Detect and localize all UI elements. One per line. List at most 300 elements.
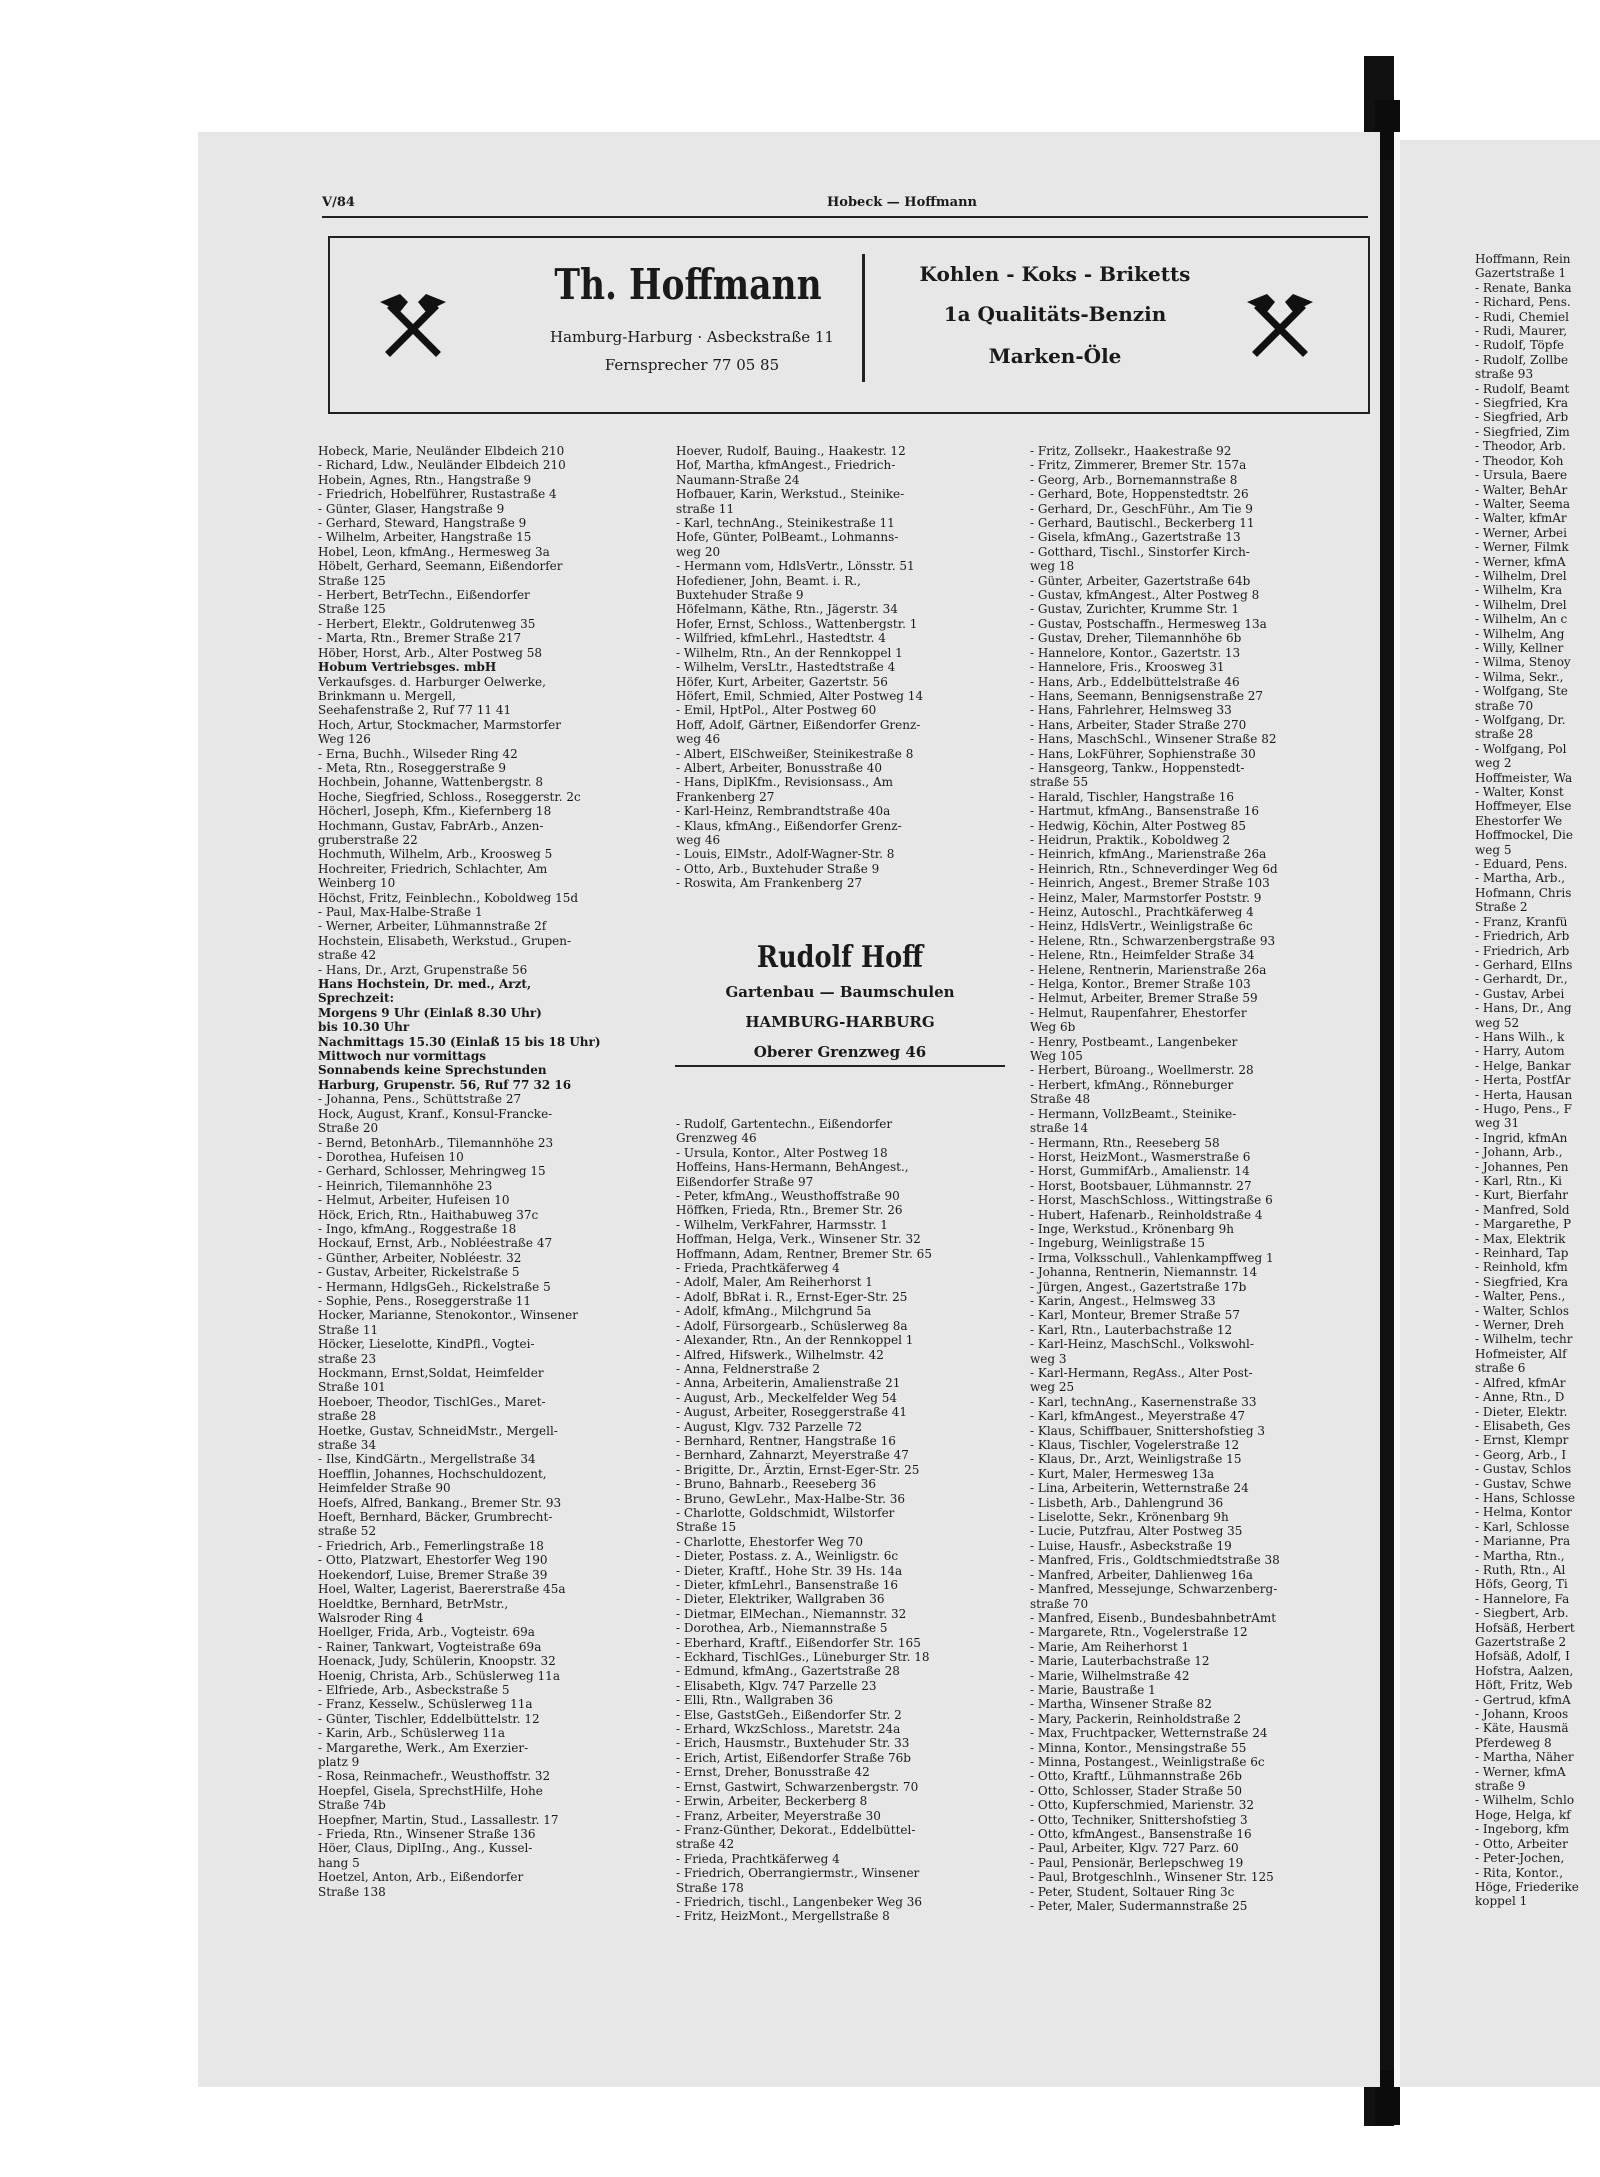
directory-entry: straße 42 — [318, 948, 377, 963]
directory-entry: - Karin, Arb., Schüslerweg 11a — [318, 1726, 505, 1741]
directory-entry: - Heinrich, kfmAng., Marienstraße 26a — [1030, 847, 1267, 862]
directory-entry: - Manfred, Arbeiter, Dahlienweg 16a — [1030, 1567, 1253, 1582]
directory-entry: - Werner, kfmA — [1475, 554, 1566, 569]
directory-entry: Weg 126 — [318, 732, 371, 747]
directory-entry: Hoefs, Alfred, Bankang., Bremer Str. 93 — [318, 1495, 562, 1510]
directory-entry: weg 46 — [676, 732, 721, 747]
directory-entry: - Herbert, Elektr., Goldrutenweg 35 — [318, 616, 536, 631]
directory-entry: - August, Arb., Meckelfelder Weg 54 — [676, 1390, 898, 1405]
directory-entry: - Ursula, Baere — [1475, 468, 1568, 483]
directory-entry: - Helmut, Arbeiter, Bremer Straße 59 — [1030, 991, 1258, 1006]
directory-entry: - Gustav, Arbeiter, Rickelstraße 5 — [318, 1265, 520, 1280]
directory-entry: Hoch, Artur, Stockmacher, Marmstorfer — [318, 717, 561, 732]
directory-entry: Höffken, Frieda, Rtn., Bremer Str. 26 — [676, 1203, 903, 1218]
directory-entry: - Friedrich, Hobelführer, Rustastraße 4 — [318, 487, 557, 502]
directory-entry: - Franz, Kranfü — [1475, 914, 1568, 929]
directory-entry: - Martha, Rtn., — [1475, 1548, 1565, 1563]
directory-entry: - Werner, Arbeiter, Lühmannstraße 2f — [318, 919, 547, 934]
directory-entry: - Hans, Dr., Arzt, Grupenstraße 56 — [318, 962, 528, 977]
directory-entry: Straße 15 — [676, 1520, 737, 1535]
directory-entry: Hoffman, Helga, Verk., Winsener Str. 32 — [676, 1232, 921, 1247]
directory-entry: - Reinhold, kfm — [1475, 1260, 1568, 1275]
directory-entry: - Werner, Filmk — [1475, 540, 1569, 555]
hoffmann-advertisement — [328, 236, 1370, 414]
directory-entry: Weg 105 — [1030, 1049, 1083, 1064]
directory-entry: - Walter, Schlos — [1475, 1303, 1570, 1318]
directory-entry: Hofmann, Chris — [1475, 885, 1572, 900]
directory-entry: - Rudolf, Zollbe — [1475, 352, 1569, 367]
directory-entry: - Harry, Autom — [1475, 1044, 1565, 1059]
directory-entry: Straße 138 — [318, 1884, 386, 1899]
directory-entry: Seehafenstraße 2, Ruf 77 11 41 — [318, 703, 512, 718]
directory-entry: Hoellger, Frida, Arb., Vogteistr. 69a — [318, 1625, 535, 1640]
directory-entry: Weg 6b — [1030, 1020, 1076, 1035]
directory-entry: Hock, August, Kranf., Konsul-Francke- — [318, 1106, 553, 1121]
directory-entry: gruberstraße 22 — [318, 832, 418, 847]
directory-entry: - Adolf, kfmAng., Milchgrund 5a — [676, 1304, 872, 1319]
directory-entry: - Otto, Arb., Buxtehuder Straße 9 — [676, 861, 880, 876]
directory-entry: - Lisbeth, Arb., Dahlengrund 36 — [1030, 1495, 1224, 1510]
directory-entry: - Dietmar, ElMechan., Niemannstr. 32 — [676, 1606, 907, 1621]
directory-entry: - Eduard, Pens. — [1475, 857, 1568, 872]
directory-entry: Ehestorfer We — [1475, 813, 1563, 828]
directory-entry: - Ingrid, kfmAn — [1475, 1130, 1568, 1145]
directory-entry: - Ingo, kfmAng., Roggestraße 18 — [318, 1221, 517, 1236]
directory-entry: - Hermann, HdlgsGeh., Rickelstraße 5 — [318, 1279, 551, 1294]
directory-entry: - Paul, Max-Halbe-Straße 1 — [318, 905, 483, 919]
directory-entry: straße 11 — [676, 501, 735, 516]
directory-entry: - Martha, Näher — [1475, 1750, 1574, 1765]
directory-entry: - Dieter, Elektr. — [1475, 1404, 1568, 1419]
directory-entry: Weinberg 10 — [318, 876, 396, 891]
directory-entry: Hofer, Ernst, Schloss., Wattenbergstr. 1 — [676, 616, 918, 631]
directory-entry: - Gustav, Schwe — [1475, 1476, 1572, 1491]
directory-entry: - Karl, technAng., Kasernenstraße 33 — [1030, 1394, 1257, 1409]
directory-entry: Pferdeweg 8 — [1475, 1735, 1552, 1750]
directory-entry: - Marie, Wilhelmstraße 42 — [1030, 1668, 1190, 1683]
directory-entry: - Rita, Kontor., — [1475, 1865, 1564, 1880]
directory-entry: - Theodor, Arb. — [1475, 439, 1566, 454]
directory-entry: straße 70 — [1030, 1596, 1089, 1611]
directory-entry: Höfert, Emil, Schmied, Alter Postweg 14 — [676, 688, 924, 703]
directory-entry: - Hansgeorg, Tankw., Hoppenstedt- — [1030, 760, 1245, 775]
directory-entry: - Hartmut, kfmAng., Bansenstraße 16 — [1030, 804, 1259, 819]
directory-entry: - Bernd, BetonhArb., Tilemannhöhe 23 — [318, 1135, 554, 1150]
directory-entry: - Irma, Volksschull., Vahlenkampffweg 1 — [1030, 1250, 1274, 1265]
directory-entry: straße 28 — [318, 1409, 377, 1424]
directory-entry: - Hannelore, Kontor., Gazertstr. 13 — [1030, 645, 1241, 660]
directory-entry: - Fritz, HeizMont., Mergellstraße 8 — [676, 1909, 890, 1924]
directory-entry: - Klaus, Schiffbauer, Snittershofstieg 3 — [1030, 1423, 1265, 1438]
directory-entry: - Dorothea, Hufeisen 10 — [318, 1149, 464, 1164]
directory-entry: Harburg, Grupenstr. 56, Ruf 77 32 16 — [318, 1077, 572, 1092]
directory-entry: - Lucie, Putzfrau, Alter Postweg 35 — [1030, 1524, 1243, 1539]
directory-entry: - Karl, Rtn., Lauterbachstraße 12 — [1030, 1322, 1233, 1337]
directory-entry: - Gustav, Dreher, Tilemannhöhe 6b — [1030, 631, 1242, 646]
directory-entry: Straße 11 — [318, 1322, 379, 1337]
directory-entry: - Johannes, Pen — [1475, 1159, 1569, 1174]
directory-entry: - Karl, technAng., Steinikestraße 11 — [676, 516, 895, 531]
directory-entry: Hoffmann, Rein — [1475, 252, 1571, 266]
directory-entry: - Hannelore, Fris., Kroosweg 31 — [1030, 660, 1225, 675]
directory-entry: - Wilhelm, Arbeiter, Hangstraße 15 — [318, 530, 532, 545]
directory-column-2-bottom — [676, 1117, 1011, 1924]
directory-entry: - Wilhelm, Drel — [1475, 597, 1567, 612]
directory-entry: Hockmann, Ernst,Soldat, Heimfelder — [318, 1366, 544, 1380]
directory-entry: - Otto, Kupferschmied, Marienstr. 32 — [1030, 1798, 1254, 1813]
directory-entry: - Ernst, Dreher, Bonusstraße 42 — [676, 1765, 870, 1780]
directory-entry: - Karl-Hermann, RegAss., Alter Post- — [1030, 1366, 1253, 1380]
directory-entry: Höcker, Lieselotte, KindPfl., Vogtei- — [318, 1337, 535, 1352]
advertiser-name: Rudolf Hoff — [756, 940, 924, 975]
directory-entry: Verkaufsges. d. Harburger Oelwerke, — [318, 674, 546, 689]
directory-entry: - Willy, Kellner — [1475, 640, 1564, 655]
rudolf-hoff-advertisement — [670, 940, 1010, 1067]
directory-entry: - Johanna, Rentnerin, Niemannstr. 14 — [1030, 1265, 1258, 1280]
directory-entry: - Hans, Arbeiter, Stader Straße 270 — [1030, 717, 1247, 732]
directory-entry: - Siegfried, Zim — [1475, 424, 1570, 439]
directory-entry: Hoetzel, Anton, Arb., Eißendorfer — [318, 1870, 524, 1885]
directory-entry: weg 2 — [1475, 756, 1512, 771]
directory-entry: Hoever, Rudolf, Bauing., Haakestr. 12 — [676, 444, 906, 458]
directory-entry: - Franz-Günther, Dekorat., Eddelbüttel- — [676, 1822, 916, 1837]
directory-entry: - Erich, Artist, Eißendorfer Straße 76b — [676, 1750, 911, 1765]
directory-entry: - Hans Wilh., k — [1475, 1029, 1565, 1044]
directory-entry: Hofbauer, Karin, Werkstud., Steinike- — [676, 487, 905, 502]
directory-entry: straße 6 — [1475, 1361, 1526, 1376]
directory-entry: - Mary, Packerin, Reinholdstraße 2 — [1030, 1711, 1242, 1726]
directory-entry: - Hubert, Hafenarb., Reinholdstraße 4 — [1030, 1207, 1263, 1222]
directory-entry: - Ernst, Klempr — [1475, 1433, 1569, 1448]
directory-entry: - Rudi, Chemiel — [1475, 309, 1569, 324]
directory-entry: - Alfred, kfmAr — [1475, 1375, 1566, 1390]
ad-divider — [862, 254, 865, 382]
directory-entry: straße 93 — [1475, 367, 1534, 382]
directory-entry: - Wilma, Stenoy — [1475, 655, 1571, 670]
directory-entry: - Georg, Arb., I — [1475, 1447, 1567, 1462]
directory-entry: - Gerhard, ElIns — [1475, 957, 1573, 972]
directory-entry: - Marie, Am Reiherhorst 1 — [1030, 1639, 1190, 1654]
directory-entry: Walsroder Ring 4 — [318, 1610, 424, 1625]
directory-entry: - Hans, Dr., Ang — [1475, 1001, 1572, 1016]
directory-entry: - Heidrun, Praktik., Koboldweg 2 — [1030, 832, 1231, 847]
directory-entry: - Heinz, Maler, Marmstorfer Poststr. 9 — [1030, 890, 1262, 905]
directory-entry: Hobeck, Marie, Neuländer Elbdeich 210 — [318, 444, 565, 458]
directory-entry: - Frieda, Rtn., Winsener Straße 136 — [318, 1827, 536, 1841]
directory-entry: - Günter, Glaser, Hangstraße 9 — [318, 501, 505, 516]
directory-entry: - Minna, Postangest., Weinligstraße 6c — [1030, 1754, 1265, 1769]
directory-entry: weg 3 — [1030, 1351, 1067, 1366]
directory-entry: - Martha, Arb., — [1475, 871, 1566, 886]
directory-entry: - Horst, GummifArb., Amalienstr. 14 — [1030, 1164, 1250, 1179]
directory-entry: Hoel, Walter, Lagerist, Baererstraße 45a — [318, 1582, 566, 1597]
directory-entry: - Gerhard, Dr., GeschFühr., Am Tie 9 — [1030, 501, 1253, 516]
directory-column-2-top — [676, 444, 1011, 891]
directory-entry: Hofediener, John, Beamt. i. R., — [676, 573, 861, 588]
directory-entry: - Hans, DiplKfm., Revisionsass., Am — [676, 775, 894, 790]
directory-entry: - Walter, kfmAr — [1475, 511, 1567, 526]
directory-entry: - Inge, Werkstud., Krönenbarg 9h — [1030, 1221, 1234, 1236]
directory-entry: - Erna, Buchh., Wilseder Ring 42 — [318, 746, 518, 761]
directory-entry: - Gustav, Postschaffn., Hermesweg 13a — [1030, 616, 1267, 631]
directory-entry: Hoeldtke, Bernhard, BetrMstr., — [318, 1596, 509, 1611]
directory-entry: - Eberhard, Kraftf., Eißendorfer Str. 165 — [676, 1635, 921, 1650]
directory-entry: - Charlotte, Goldschmidt, Wilstorfer — [676, 1505, 895, 1520]
directory-entry: - Karl, Rtn., Ki — [1475, 1174, 1563, 1188]
directory-entry: - Friedrich, Oberrangiermstr., Winsener — [676, 1866, 920, 1881]
directory-entry: Höchst, Fritz, Feinblechn., Koboldweg 15d — [318, 890, 579, 905]
directory-entry: - Manfred, Fris., Goldtschmiedtstraße 38 — [1030, 1553, 1280, 1568]
directory-entry: - Helma, Kontor — [1475, 1505, 1572, 1520]
directory-entry: - Alfred, Hifswerk., Wilhelmstr. 42 — [676, 1347, 884, 1362]
directory-entry: - Hans, Arb., Eddelbüttelstraße 46 — [1030, 674, 1240, 689]
directory-entry: - Louis, ElMstr., Adolf-Wagner-Str. 8 — [676, 847, 895, 862]
directory-entry: - Wolfgang, Ste — [1475, 684, 1568, 699]
directory-entry: - Helmut, Arbeiter, Hufeisen 10 — [318, 1193, 510, 1208]
directory-entry: straße 9 — [1475, 1779, 1526, 1794]
directory-entry: - Brigitte, Dr., Ärztin, Ernst-Eger-Str. 25 — [676, 1462, 920, 1477]
directory-entry: - Gustav, Arbei — [1475, 986, 1565, 1001]
directory-entry: Hofmeister, Alf — [1475, 1346, 1567, 1361]
directory-entry: Höft, Fritz, Web — [1475, 1678, 1573, 1693]
directory-entry: - Margarethe, P — [1475, 1217, 1572, 1232]
directory-entry: - Ernst, Gastwirt, Schwarzenbergstr. 70 — [676, 1779, 919, 1794]
directory-entry: weg 20 — [676, 544, 721, 559]
directory-entry: Hoffeins, Hans-Hermann, BehAngest., — [676, 1160, 909, 1175]
directory-entry: Höfs, Georg, Ti — [1475, 1577, 1568, 1592]
directory-entry: - Otto, kfmAngest., Bansenstraße 16 — [1030, 1827, 1252, 1841]
directory-entry: Straße 74b — [318, 1798, 386, 1813]
directory-entry: - Jürgen, Angest., Gazertstraße 17b — [1030, 1279, 1247, 1294]
directory-entry: - Walter, Pens., — [1475, 1289, 1566, 1304]
directory-entry: Hobel, Leon, kfmAng., Hermesweg 3a — [318, 544, 550, 559]
directory-entry: - Elli, Rtn., Wallgraben 36 — [676, 1693, 834, 1708]
directory-entry: - Karl-Heinz, MaschSchl., Volkswohl- — [1030, 1337, 1254, 1352]
directory-entry: Sonnabends keine Sprechstunden — [318, 1063, 547, 1078]
directory-entry: - Günther, Arbeiter, Nobléestr. 32 — [318, 1250, 522, 1265]
directory-entry: - August, Klgv. 732 Parzelle 72 — [676, 1419, 863, 1434]
directory-entry: - Herbert, Büroang., Woellmerstr. 28 — [1030, 1063, 1254, 1078]
directory-entry: - Herta, PostfAr — [1475, 1073, 1571, 1088]
directory-entry: Heimfelder Straße 90 — [318, 1481, 451, 1496]
directory-entry: - Peter, Maler, Sudermannstraße 25 — [1030, 1899, 1248, 1914]
directory-entry: Eißendorfer Straße 97 — [676, 1174, 814, 1189]
directory-entry: Hoffmeister, Wa — [1475, 770, 1573, 785]
directory-entry: - Helga, Kontor., Bremer Straße 103 — [1030, 977, 1251, 992]
directory-entry: - Wolfgang, Pol — [1475, 741, 1567, 756]
directory-entry: Nachmittags 15.30 (Einlaß 15 bis 18 Uhr) — [318, 1034, 601, 1049]
directory-entry: - Renate, Banka — [1475, 280, 1572, 295]
directory-entry: Höber, Horst, Arb., Alter Postweg 58 — [318, 645, 542, 660]
directory-entry: - Wilfried, kfmLehrl., Hastedtstr. 4 — [676, 631, 886, 646]
directory-entry: Hoff, Adolf, Gärtner, Eißendorfer Grenz- — [676, 717, 921, 732]
directory-entry: Hoetke, Gustav, SchneidMstr., Mergell- — [318, 1423, 558, 1438]
directory-entry: - Liselotte, Sekr., Krönenbarg 9h — [1030, 1510, 1229, 1525]
directory-entry: - Herbert, BetrTechn., Eißendorfer — [318, 588, 530, 603]
directory-entry: Hofsäß, Herbert — [1475, 1620, 1575, 1635]
directory-entry: Hoeft, Bernhard, Bäcker, Grumbrecht- — [318, 1510, 553, 1525]
directory-entry: - Richard, Ldw., Neuländer Elbdeich 210 — [318, 458, 566, 473]
directory-entry: - Manfred, Eisenb., BundesbahnbetrAmt — [1030, 1610, 1277, 1625]
directory-entry: - Karl, Monteur, Bremer Straße 57 — [1030, 1308, 1240, 1323]
directory-entry: Höfelmann, Käthe, Rtn., Jägerstr. 34 — [676, 602, 898, 617]
directory-entry: - Otto, Techniker, Snittershofstieg 3 — [1030, 1812, 1248, 1827]
directory-entry: - Luise, Hausfr., Asbeckstraße 19 — [1030, 1538, 1232, 1553]
directory-entry: - Martha, Winsener Straße 82 — [1030, 1697, 1212, 1712]
directory-entry: - Albert, Arbeiter, Bonusstraße 40 — [676, 760, 883, 775]
directory-entry: - Karl, Schlosse — [1475, 1519, 1570, 1534]
advertiser-trade: Gartenbau — Baumschulen — [725, 983, 955, 1001]
directory-entry: - Rainer, Tankwart, Vogteistraße 69a — [318, 1639, 542, 1654]
directory-entry: - Henry, Postbeamt., Langenbeker — [1030, 1034, 1238, 1049]
directory-entry: - Peter, Student, Soltauer Ring 3c — [1030, 1884, 1235, 1899]
directory-entry: weg 5 — [1475, 842, 1512, 857]
directory-entry: - Ruth, Rtn., Al — [1475, 1562, 1566, 1577]
directory-entry: Hochmuth, Wilhelm, Arb., Kroosweg 5 — [318, 847, 553, 862]
directory-entry: straße 55 — [1030, 775, 1089, 790]
directory-entry: - Margarete, Rtn., Vogelerstraße 12 — [1030, 1625, 1248, 1640]
directory-entry: weg 18 — [1030, 559, 1075, 574]
directory-entry: - Helmut, Raupenfahrer, Ehestorfer — [1030, 1005, 1247, 1020]
directory-entry: - Helene, Rentnerin, Marienstraße 26a — [1030, 962, 1267, 977]
directory-entry: - Friedrich, Arb — [1475, 929, 1570, 944]
directory-entry: - Wolfgang, Dr. — [1475, 713, 1566, 727]
directory-entry: - Heinrich, Rtn., Schneverdinger Weg 6d — [1030, 861, 1278, 876]
company-address: Hamburg-Harburg · Asbeckstraße 11 — [550, 328, 834, 346]
directory-entry: - Friedrich, Arb — [1475, 943, 1570, 958]
directory-entry: - Adolf, BbRat i. R., Ernst-Eger-Str. 25 — [676, 1289, 908, 1304]
directory-entry: - Klaus, Tischler, Vogelerstraße 12 — [1030, 1438, 1240, 1453]
directory-entry: - Fritz, Zollsekr., Haakestraße 92 — [1030, 444, 1232, 458]
directory-entry: - Karl-Heinz, Rembrandtstraße 40a — [676, 804, 891, 819]
directory-entry: - Heinrich, Angest., Bremer Straße 103 — [1030, 876, 1270, 891]
directory-entry: - Gerhard, Steward, Hangstraße 9 — [318, 516, 527, 531]
directory-entry: - Dieter, kfmLehrl., Bansenstraße 16 — [676, 1578, 899, 1592]
directory-entry: - Gustav, Schlos — [1475, 1462, 1572, 1477]
directory-entry: Hocker, Marianne, Stenokontor., Winsener — [318, 1308, 578, 1323]
directory-entry: - Gustav, kfmAngest., Alter Postweg 8 — [1030, 588, 1260, 603]
directory-entry: - Klaus, Dr., Arzt, Weinligstraße 15 — [1030, 1452, 1242, 1467]
directory-entry: - Ursula, Kontor., Alter Postweg 18 — [676, 1145, 888, 1160]
directory-entry: - Gerhard, Schlosser, Mehringweg 15 — [318, 1164, 546, 1179]
directory-entry: Straße 125 — [318, 573, 386, 588]
directory-entry: Straße 2 — [1475, 900, 1528, 915]
directory-entry: - Anne, Rtn., D — [1475, 1390, 1565, 1405]
directory-entry: - Anna, Feldnerstraße 2 — [676, 1361, 821, 1376]
directory-entry: Hobein, Agnes, Rtn., Hangstraße 9 — [318, 472, 532, 487]
directory-entry: - Wilhelm, Kra — [1475, 583, 1563, 598]
directory-entry: - Gerhard, Bautischl., Beckerberg 11 — [1030, 516, 1255, 531]
directory-entry: - Friedrich, tischl., Langenbeker Weg 36 — [676, 1894, 923, 1909]
crossed-hammers-icon — [1245, 288, 1315, 358]
directory-entry: weg 52 — [1475, 1015, 1520, 1030]
directory-entry: - Hermann, VollzBeamt., Steinike- — [1030, 1106, 1237, 1121]
directory-entry: - Gerhardt, Dr., — [1475, 972, 1568, 987]
directory-entry: - Heinz, Autoschl., Prachtkäferweg 4 — [1030, 905, 1254, 919]
directory-entry: Höbelt, Gerhard, Seemann, Eißendorfer — [318, 559, 563, 574]
page-number: V/84 — [322, 195, 355, 210]
directory-entry: Frankenberg 27 — [676, 789, 775, 804]
directory-entry: - Meta, Rtn., Roseggerstraße 9 — [318, 760, 507, 775]
directory-entry: - Emil, HptPol., Alter Postweg 60 — [676, 703, 877, 718]
directory-entry: - Ingeborg, kfm — [1475, 1822, 1570, 1837]
directory-entry: Straße 48 — [1030, 1092, 1091, 1107]
directory-entry: weg 31 — [1475, 1116, 1520, 1131]
directory-entry: - Otto, Platzwart, Ehestorfer Weg 190 — [318, 1553, 548, 1568]
directory-entry: - Hans, MaschSchl., Winsener Straße 82 — [1030, 732, 1277, 747]
directory-entry: - Käte, Hausmä — [1475, 1721, 1569, 1736]
directory-entry: - Margarethe, Werk., Am Exerzier- — [318, 1740, 529, 1755]
directory-entry: - Hermann vom, HdlsVertr., Lönsstr. 51 — [676, 559, 915, 574]
directory-entry: - Erwin, Arbeiter, Beckerberg 8 — [676, 1794, 868, 1809]
directory-entry: Straße 178 — [676, 1880, 744, 1895]
directory-entry: - Wilhelm, Ang — [1475, 626, 1565, 641]
directory-entry: - Fritz, Zimmerer, Bremer Str. 157a — [1030, 458, 1247, 473]
directory-entry: - Wilhelm, Schlo — [1475, 1793, 1575, 1808]
directory-entry: Hoche, Siegfried, Schloss., Roseggerstr. 2c — [318, 789, 581, 804]
directory-entry: Grenzweg 46 — [676, 1131, 757, 1146]
directory-entry: - Werner, Arbei — [1475, 525, 1567, 540]
directory-entry: Brinkmann u. Mergell, — [318, 688, 456, 703]
directory-entry: - Friedrich, Arb., Femerlingstraße 18 — [318, 1538, 544, 1553]
directory-entry: - Bernhard, Rentner, Hangstraße 16 — [676, 1433, 896, 1448]
directory-entry: Hofe, Günter, PolBeamt., Lohmanns- — [676, 530, 899, 545]
directory-entry: - Günter, Arbeiter, Gazertstraße 64b — [1030, 573, 1251, 588]
directory-entry: straße 52 — [318, 1524, 377, 1539]
directory-entry: - Charlotte, Ehestorfer Weg 70 — [676, 1534, 863, 1549]
directory-entry: - Helene, Rtn., Heimfelder Straße 34 — [1030, 948, 1255, 963]
directory-entry: Hofstra, Aalzen, — [1475, 1663, 1574, 1678]
directory-entry: - Hermann, Rtn., Reeseberg 58 — [1030, 1135, 1220, 1150]
directory-entry: - Reinhard, Tap — [1475, 1246, 1569, 1261]
directory-entry: bis 10.30 Uhr — [318, 1020, 410, 1035]
directory-entry: - Marie, Baustraße 1 — [1030, 1682, 1156, 1697]
directory-entry: Hoffmeyer, Else — [1475, 799, 1572, 814]
directory-entry: Hochbein, Johanne, Wattenbergstr. 8 — [318, 775, 544, 790]
directory-entry: - Elfriede, Arb., Asbeckstraße 5 — [318, 1682, 510, 1697]
directory-entry: Hoffmann, Adam, Rentner, Bremer Str. 65 — [676, 1246, 932, 1261]
directory-entry: - Bernhard, Zahnarzt, Meyerstraße 47 — [676, 1448, 909, 1463]
directory-entry: - Marianne, Pra — [1475, 1534, 1571, 1549]
directory-entry: - Rudolf, Töpfe — [1475, 338, 1565, 353]
directory-entry: - Hugo, Pens., F — [1475, 1101, 1572, 1116]
directory-entry: - Karin, Angest., Helmsweg 33 — [1030, 1293, 1216, 1308]
directory-entry: - Otto, Arbeiter — [1475, 1836, 1568, 1851]
directory-entry: - Siegfried, Arb — [1475, 410, 1569, 425]
directory-entry: - Wilma, Sekr., — [1475, 669, 1564, 684]
directory-entry: Höck, Erich, Rtn., Haithabuweg 37c — [318, 1207, 539, 1222]
directory-entry: - Paul, Arbeiter, Klgv. 727 Parz. 60 — [1030, 1841, 1239, 1856]
directory-entry: - Ilse, KindGärtn., Mergellstraße 34 — [318, 1452, 536, 1467]
directory-entry: - Franz, Kesselw., Schüslerweg 11a — [318, 1697, 533, 1712]
directory-entry: - Erich, Hausmstr., Buxtehuder Str. 33 — [676, 1736, 910, 1751]
directory-entry: straße 70 — [1475, 698, 1534, 713]
directory-entry: - Horst, Bootsbauer, Lühmannstr. 27 — [1030, 1178, 1252, 1193]
directory-entry: - Georg, Arb., Bornemannstraße 8 — [1030, 472, 1238, 487]
directory-entry: hang 5 — [318, 1855, 360, 1870]
directory-entry: - Johanna, Pens., Schüttstraße 27 — [318, 1092, 522, 1107]
ad-bottom-rule — [675, 1065, 1005, 1067]
ad-fuel: 1a Qualitäts-Benzin — [943, 302, 1167, 326]
directory-entry: platz 9 — [318, 1754, 360, 1769]
directory-entry: Morgens 9 Uhr (Einlaß 8.30 Uhr) — [318, 1005, 542, 1020]
directory-entry: - Hannelore, Fa — [1475, 1591, 1570, 1606]
directory-entry: - Manfred, Sold — [1475, 1202, 1570, 1217]
directory-entry: Hoeboer, Theodor, TischlGes., Maret- — [318, 1394, 546, 1409]
adjacent-page — [1400, 140, 1600, 2087]
directory-entry: - Hans, Fahrlehrer, Helmsweg 33 — [1030, 703, 1232, 718]
directory-entry: - Bruno, Bahnarb., Reeseberg 36 — [676, 1477, 876, 1492]
